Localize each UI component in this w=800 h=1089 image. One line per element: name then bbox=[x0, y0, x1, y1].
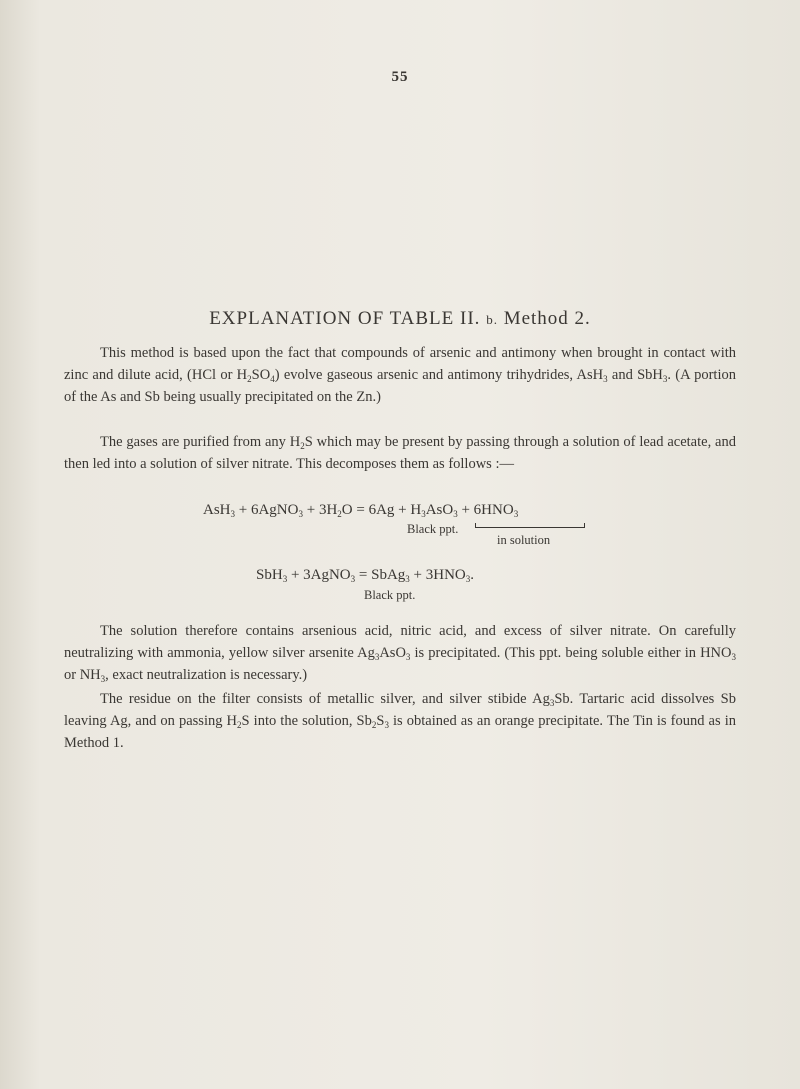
eq1-part-5: AsO bbox=[425, 502, 454, 518]
eq1-sub-6: 3 bbox=[513, 509, 519, 519]
p1-text-1: This method is based upon the fact that compounds of arsenic and antimony when brought in contact with zinc and dilute acid, (HCl or H bbox=[64, 345, 736, 383]
p3-text-1: The solution therefore contains arsenious acid, nitric acid, and excess of silver nitrate. On carefully neutralizing with ammonia, yellow silver arsenite Ag bbox=[64, 623, 736, 661]
eq1-sub-4: 3 bbox=[421, 509, 426, 519]
eq1-part-6: + 6HNO bbox=[457, 502, 514, 518]
p3-text-2: AsO bbox=[379, 645, 406, 661]
equation-arsine bbox=[203, 502, 518, 519]
title-method: Method 2. bbox=[503, 308, 591, 329]
eq1-sub-2: 3 bbox=[298, 509, 303, 519]
eq1-part-1: AsH bbox=[203, 502, 231, 518]
eq1-part-4: O = 6Ag + H bbox=[341, 502, 422, 518]
p3-sub-2: 3 bbox=[405, 652, 411, 662]
equation-stibine bbox=[256, 567, 474, 584]
eq2-part-2: + 3AgNO bbox=[287, 567, 351, 583]
eq2-sub-4: 3 bbox=[465, 574, 471, 584]
eq2-part-5: . bbox=[470, 567, 475, 583]
p3-text-5: , exact neutralization is necessary.) bbox=[105, 667, 308, 683]
eq1-solution-note: in solution bbox=[497, 533, 551, 547]
p2-sub-1: 2 bbox=[300, 441, 305, 451]
title-main: EXPLANATION OF TABLE II. bbox=[209, 308, 481, 329]
eq2-black-ppt-note: Black ppt. bbox=[364, 588, 416, 602]
p4-sub-3: 2 bbox=[371, 720, 377, 730]
eq2-part-1: SbH bbox=[256, 567, 283, 583]
page-number: 55 bbox=[391, 69, 409, 85]
eq2-part-3: = SbAg bbox=[355, 567, 406, 583]
eq2-sub-1: 3 bbox=[282, 574, 288, 584]
eq1-solution-brace bbox=[475, 523, 585, 528]
title-sub: b. bbox=[486, 312, 498, 327]
p1-text-4: and SbH bbox=[607, 367, 663, 383]
p4-text-3: S into the solution, Sb bbox=[241, 713, 372, 729]
p1-sub-4: 3 bbox=[662, 374, 668, 384]
p1-text-2: SO bbox=[251, 367, 271, 383]
paragraph-1 bbox=[64, 342, 736, 408]
p2-text-2: S which may be present by passing through a solution of lead acetate, and then led into a solution of silver nitrate. This decomposes them as follows :— bbox=[64, 434, 736, 472]
p3-sub-3: 3 bbox=[731, 652, 736, 662]
p3-sub-4: 3 bbox=[100, 674, 106, 684]
p3-text-4: or NH bbox=[64, 667, 101, 683]
p4-text-2: Sb. Tartaric acid dissolves Sb leaving Ag, and on passing H bbox=[64, 691, 736, 729]
eq1-sub-1: 3 bbox=[230, 509, 236, 519]
p2-text-1: The gases are purified from any H bbox=[100, 434, 301, 450]
eq1-part-3: + 3H bbox=[302, 502, 338, 518]
p4-text-5: is obtained as an orange precipitate. The Tin is found as in Method 1. bbox=[64, 713, 736, 751]
p4-sub-2: 2 bbox=[237, 720, 242, 730]
eq2-sub-2: 3 bbox=[350, 574, 356, 584]
paragraph-3 bbox=[64, 620, 736, 686]
p1-sub-3: 3 bbox=[603, 374, 608, 384]
eq1-black-ppt-note: Black ppt. bbox=[407, 522, 459, 536]
p4-text-4: S bbox=[376, 713, 385, 729]
p4-text-1: The residue on the filter consists of metallic silver, and silver stibide Ag bbox=[100, 691, 550, 707]
p4-sub-4: 3 bbox=[384, 720, 389, 730]
p1-sub-2: 4 bbox=[270, 374, 275, 384]
paragraph-2 bbox=[64, 431, 736, 475]
eq2-part-4: + 3HNO bbox=[409, 567, 466, 583]
p1-text-3: ) evolve gaseous arsenic and antimony trihydrides, AsH bbox=[274, 367, 604, 383]
p3-text-3: is precipitated. (This ppt. being soluble either in HNO bbox=[410, 645, 732, 661]
p1-sub-1: 2 bbox=[247, 374, 252, 384]
eq1-sub-5: 3 bbox=[453, 509, 458, 519]
p1-text-5: . (A portion of the As and Sb being usually precipitated on the Zn.) bbox=[64, 367, 736, 405]
p3-sub-1: 3 bbox=[374, 652, 380, 662]
p4-sub-1: 3 bbox=[549, 698, 555, 708]
section-title bbox=[0, 308, 800, 330]
eq2-sub-3: 3 bbox=[405, 574, 410, 584]
eq1-sub-3: 2 bbox=[337, 509, 342, 519]
paragraph-4 bbox=[64, 688, 736, 754]
eq1-part-2: + 6AgNO bbox=[235, 502, 299, 518]
